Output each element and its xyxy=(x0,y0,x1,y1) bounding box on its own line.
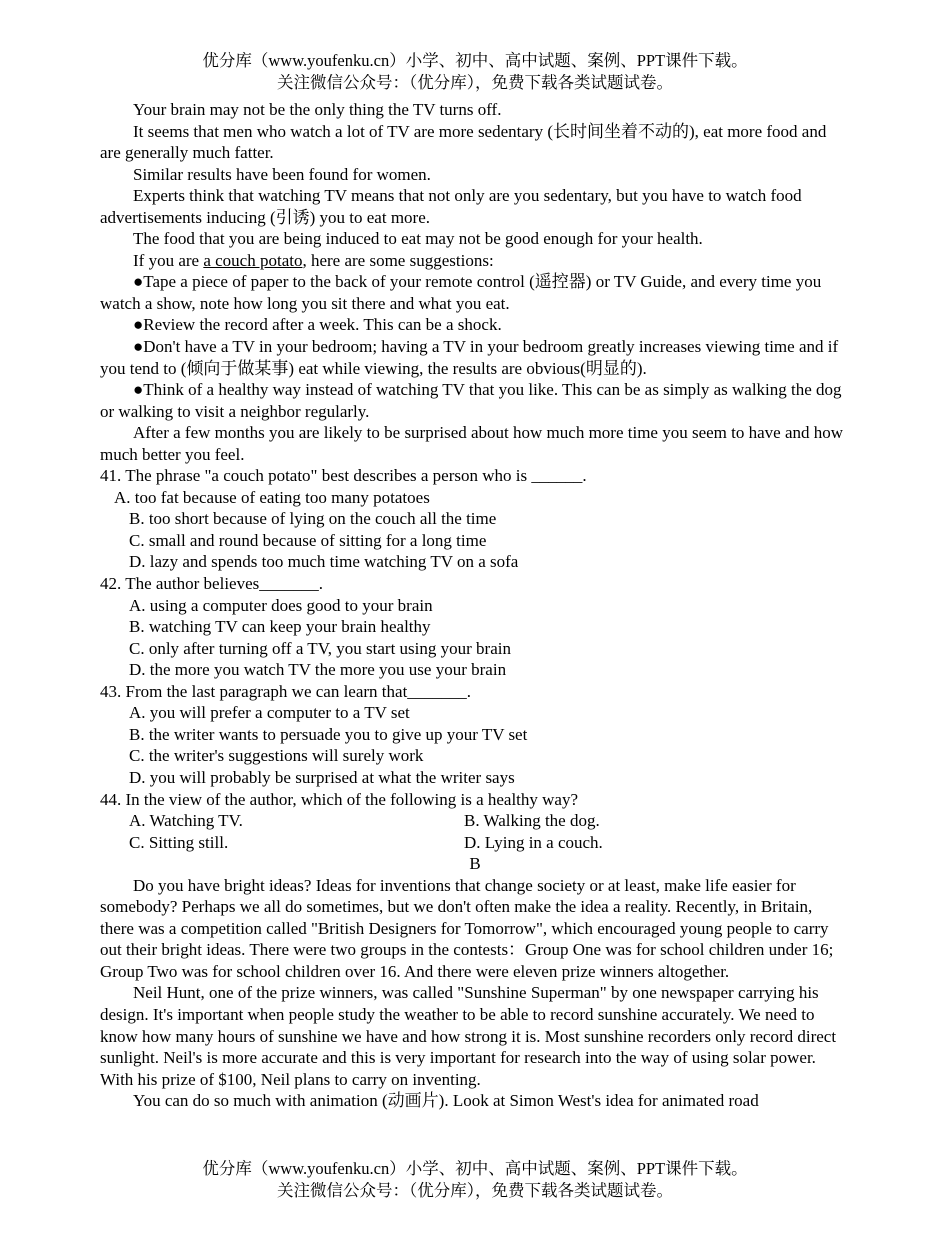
question-44-option-a: A. Watching TV. xyxy=(129,811,243,831)
page-footer xyxy=(0,1158,950,1202)
passage-b-paragraph-2: Neil Hunt, one of the prize winners, was called "Sunshine Superman" by one newspaper carrying his design. It's important when people study the weather to be able to record sunshine accurately. We need to know how many hours of sunshine we have and how strong it is. Most sunshine recorders only record direct sunlight. Neil's is more accurate and this is very important for research into the way of using solar power. With his prize of $100, Neil plans to carry on inventing. xyxy=(100,983,837,1089)
document-body xyxy=(100,99,850,1112)
question-42-option-a: A. using a computer does good to your brain xyxy=(129,595,433,615)
section-label-b: B xyxy=(469,854,481,874)
question-41-option-c: C. small and round because of sitting for a long time xyxy=(129,530,487,550)
suggestion-bullet-2: ●Review the record after a week. This can be a shock. xyxy=(133,315,502,335)
question-42-option-c: C. only after turning off a TV, you start using your brain xyxy=(129,638,511,658)
suggestion-bullet-1: ●Tape a piece of paper to the back of your remote control (遥控器) or TV Guide, and every time you watch a show, note how long you sit there and what you eat. xyxy=(100,272,822,313)
question-43-option-c: C. the writer's suggestions will surely work xyxy=(129,746,424,766)
question-44-stem: 44. In the view of the author, which of the following is a healthy way? xyxy=(100,789,579,809)
question-41-option-a: A. too fat because of eating too many potatoes xyxy=(114,487,430,507)
question-42-stem: 42. The author believes_______. xyxy=(100,574,324,594)
question-41-option-d: D. lazy and spends too much time watching TV on a sofa xyxy=(129,552,519,572)
passage-a-paragraph-2: It seems that men who watch a lot of TV are more sedentary (长时间坐着不动的), eat more food and are generally much fatter. xyxy=(100,121,827,163)
passage-b-paragraph-1: Do you have bright ideas? Ideas for inventions that change society or at least, make life easier for somebody? Perhaps we all do sometimes, but we don't often make the idea a reality. Recently, in Britain, there was a competition called "British Designers for Tomorrow", which encouraged young people to carry out their bright ideas. There were two groups in the contests：Group One was for school children under 16; Group Two was for school children over 16. And there were eleven prize winners altogether. xyxy=(100,875,834,981)
question-41-stem: 41. The phrase "a couch potato" best describes a person who is ______. xyxy=(100,466,587,486)
question-43-option-b: B. the writer wants to persuade you to give up your TV set xyxy=(129,724,528,744)
footer-line-1: 优分库（www.youfenku.cn）小学、初中、高中试题、案例、PPT课件下载。 xyxy=(202,1159,748,1178)
passage-a-paragraph-6 xyxy=(100,250,850,272)
question-42-option-b: B. watching TV can keep your brain healthy xyxy=(129,617,431,637)
question-44-option-c: C. Sitting still. xyxy=(129,832,229,852)
passage-a-paragraph-4: Experts think that watching TV means that not only are you sedentary, but you have to watch food advertisements inducing (引诱) you to eat more. xyxy=(100,186,802,227)
passage-a-paragraph-1: Your brain may not be the only thing the TV turns off. xyxy=(133,100,502,119)
footer-line-2: 关注微信公众号：（优分库），免费下载各类试题试卷。 xyxy=(277,1181,673,1200)
question-44-option-b: B. Walking the dog. xyxy=(464,811,600,831)
header-line-1: 优分库（www.youfenku.cn）小学、初中、高中试题、案例、PPT课件下载。 xyxy=(202,51,748,70)
question-44-option-d: D. Lying in a couch. xyxy=(464,832,603,852)
suggestion-bullet-4: ●Think of a healthy way instead of watching TV that you like. This can be as simply as walking the dog or walking to visit a neighbor regularly. xyxy=(100,380,842,421)
question-44-options-row-1 xyxy=(100,810,850,832)
paragraph-6-prefix: If you are xyxy=(133,250,204,270)
passage-a-paragraph-7: After a few months you are likely to be surprised about how much more time you seem to have and how much better you feel. xyxy=(100,423,844,464)
header-line-2: 关注微信公众号：（优分库），免费下载各类试题试卷。 xyxy=(277,73,673,92)
question-43-stem: 43. From the last paragraph we can learn that_______. xyxy=(100,681,472,701)
question-43-option-a: A. you will prefer a computer to a TV set xyxy=(129,703,410,723)
suggestion-bullet-3: ●Don't have a TV in your bedroom; having a TV in your bedroom greatly increases viewing time and if you tend to (倾向于做某事) eat while viewing, the results are obvious(明显的). xyxy=(100,337,839,378)
underlined-term-couch-potato: a couch potato xyxy=(203,250,303,270)
question-42-option-d: D. the more you watch TV the more you use your brain xyxy=(129,660,507,680)
passage-a-paragraph-5: The food that you are being induced to eat may not be good enough for your health. xyxy=(133,229,703,249)
question-41-option-b: B. too short because of lying on the couch all the time xyxy=(129,509,497,529)
paragraph-6-suffix: , here are some suggestions: xyxy=(302,250,494,270)
question-43-option-d: D. you will probably be surprised at what the writer says xyxy=(129,767,515,787)
question-44-options-row-2 xyxy=(100,832,850,854)
passage-b-paragraph-3: You can do so much with animation (动画片). Look at Simon West's idea for animated road xyxy=(133,1091,759,1111)
passage-a-paragraph-3: Similar results have been found for women. xyxy=(133,164,431,184)
page-header xyxy=(0,50,950,94)
